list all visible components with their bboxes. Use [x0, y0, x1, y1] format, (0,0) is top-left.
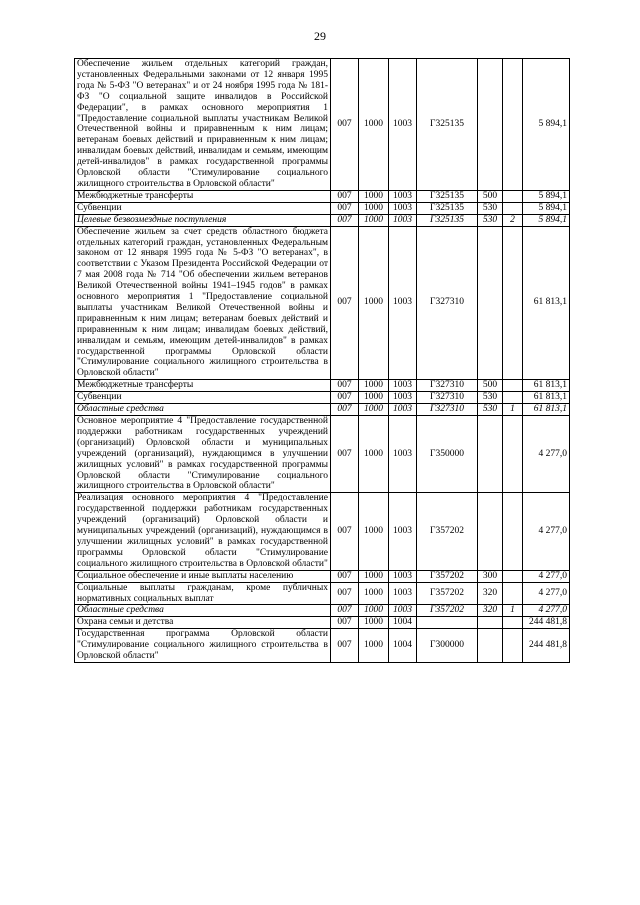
amount: 61 813,1 — [523, 226, 570, 380]
amount: 61 813,1 — [523, 404, 570, 416]
subsection-code: 1003 — [389, 380, 417, 392]
subsection-code: 1003 — [389, 190, 417, 202]
target-item-code: Г327310 — [417, 404, 478, 416]
subsection-code: 1003 — [389, 214, 417, 226]
target-item-code: Г357202 — [417, 605, 478, 617]
amount: 61 813,1 — [523, 380, 570, 392]
expense-type-code: 500 — [478, 190, 503, 202]
expense-type-code — [478, 493, 503, 570]
ved-code: 007 — [331, 392, 359, 404]
row-name: Социальное обеспечение и иные выплаты населению — [75, 570, 331, 582]
row-name: Обеспечение жильем отдельных категорий граждан, установленных Федеральными законами от 12 января 1995 года № 5-ФЗ "О ветеранах" и от 24 ноября 1995 года № 181-ФЗ "О социальной защите инвалидов в Российской Федерации", в рамках основного мероприятия 1 "Предоставление социальной выплаты участникам Великой Отечественной войны и приравненным к ним лицам; ветеранам боевых действий и приравненным к ним лицам; инвалидам боевых действий, инвалидам и семьям, имеющим детей-инвалидов" в рамках государственной программы Орловской области "Стимулирование социального жилищного строительства в Орловской области" — [75, 59, 331, 191]
ved-code: 007 — [331, 416, 359, 493]
kosgu-code — [503, 629, 523, 663]
amount: 5 894,1 — [523, 59, 570, 191]
row-name: Субвенции — [75, 392, 331, 404]
table-row — [75, 226, 570, 380]
section-code: 1000 — [359, 617, 389, 629]
expense-type-code: 320 — [478, 582, 503, 605]
kosgu-code — [503, 617, 523, 629]
table-row — [75, 214, 570, 226]
target-item-code: Г350000 — [417, 416, 478, 493]
section-code: 1000 — [359, 404, 389, 416]
ved-code: 007 — [331, 617, 359, 629]
amount: 5 894,1 — [523, 214, 570, 226]
row-name: Обеспечение жильем за счет средств областного бюджета отдельных категорий граждан, установленных Федеральным законом от 12 января 1995 года № 5-ФЗ "О ветеранах", в соответствии с Указом Президента Российской Федерации от 7 мая 2008 года № 714 "Об обеспечении жильем ветеранов Великой Отечественной войны 1941–1945 годов" в рамках основного мероприятия 1 "Предоставление социальной выплаты участникам Великой Отечественной войны и приравненным к ним лицам; ветеранам боевых действий и приравненным к ним лицам; инвалидам боевых действий, инвалидам и семьям, имеющим детей-инвалидов" в рамках государственной программы Орловской области "Стимулирование социального жилищного строительства в Орловской области" — [75, 226, 331, 380]
expense-type-code — [478, 416, 503, 493]
ved-code: 007 — [331, 493, 359, 570]
amount: 4 277,0 — [523, 570, 570, 582]
subsection-code: 1003 — [389, 416, 417, 493]
amount: 4 277,0 — [523, 605, 570, 617]
row-name: Межбюджетные трансферты — [75, 380, 331, 392]
amount: 4 277,0 — [523, 416, 570, 493]
target-item-code: Г300000 — [417, 629, 478, 663]
section-code: 1000 — [359, 214, 389, 226]
expense-type-code: 500 — [478, 380, 503, 392]
subsection-code: 1003 — [389, 582, 417, 605]
table-row — [75, 570, 570, 582]
ved-code: 007 — [331, 380, 359, 392]
section-code: 1000 — [359, 605, 389, 617]
kosgu-code — [503, 493, 523, 570]
table-row — [75, 392, 570, 404]
ved-code: 007 — [331, 605, 359, 617]
kosgu-code: 1 — [503, 605, 523, 617]
ved-code: 007 — [331, 582, 359, 605]
page-number: 29 — [314, 29, 326, 43]
subsection-code: 1003 — [389, 202, 417, 214]
kosgu-code — [503, 202, 523, 214]
table-row — [75, 404, 570, 416]
expense-type-code — [478, 629, 503, 663]
section-code: 1000 — [359, 380, 389, 392]
row-name: Межбюджетные трансферты — [75, 190, 331, 202]
target-item-code: Г357202 — [417, 570, 478, 582]
section-code: 1000 — [359, 629, 389, 663]
target-item-code: Г325135 — [417, 202, 478, 214]
target-item-code: Г327310 — [417, 226, 478, 380]
section-code: 1000 — [359, 226, 389, 380]
table-row — [75, 605, 570, 617]
section-code: 1000 — [359, 493, 389, 570]
row-name: Целевые безвозмездные поступления — [75, 214, 331, 226]
kosgu-code: 1 — [503, 404, 523, 416]
amount: 5 894,1 — [523, 190, 570, 202]
row-name: Субвенции — [75, 202, 331, 214]
section-code: 1000 — [359, 59, 389, 191]
amount: 4 277,0 — [523, 582, 570, 605]
row-name: Реализация основного мероприятия 4 "Предоставление государственной поддержки работникам государственных учреждений (организаций) Орловской области и муниципальных учреждений (организаций), нуждающимся в улучшении жилищных условий" в рамках государственной программы Орловской области "Стимулирование социального жилищного строительства в Орловской области" — [75, 493, 331, 570]
amount: 5 894,1 — [523, 202, 570, 214]
row-name: Социальные выплаты гражданам, кроме публичных нормативных социальных выплат — [75, 582, 331, 605]
table-row — [75, 493, 570, 570]
section-code: 1000 — [359, 582, 389, 605]
table-row — [75, 629, 570, 663]
expense-type-code — [478, 226, 503, 380]
ved-code: 007 — [331, 190, 359, 202]
subsection-code: 1003 — [389, 226, 417, 380]
amount: 4 277,0 — [523, 493, 570, 570]
table-row — [75, 59, 570, 191]
kosgu-code — [503, 380, 523, 392]
expense-type-code: 320 — [478, 605, 503, 617]
expense-type-code: 530 — [478, 202, 503, 214]
row-name: Охрана семьи и детства — [75, 617, 331, 629]
target-item-code: Г357202 — [417, 582, 478, 605]
row-name: Основное мероприятие 4 "Предоставление государственной поддержки работникам государственных учреждений (организаций) Орловской области и муниципальных учреждений (организаций), нуждающимся в улучшении жилищных условий" в рамках государственной программы Орловской области "Стимулирование социального жилищного строительства в Орловской области" — [75, 416, 331, 493]
section-code: 1000 — [359, 392, 389, 404]
kosgu-code — [503, 416, 523, 493]
section-code: 1000 — [359, 190, 389, 202]
table-row — [75, 202, 570, 214]
expense-type-code — [478, 617, 503, 629]
kosgu-code — [503, 59, 523, 191]
subsection-code: 1004 — [389, 617, 417, 629]
kosgu-code — [503, 570, 523, 582]
subsection-code: 1003 — [389, 404, 417, 416]
ved-code: 007 — [331, 214, 359, 226]
expense-type-code: 530 — [478, 404, 503, 416]
ved-code: 007 — [331, 404, 359, 416]
table-row — [75, 380, 570, 392]
amount: 244 481,8 — [523, 629, 570, 663]
amount: 244 481,8 — [523, 617, 570, 629]
ved-code: 007 — [331, 226, 359, 380]
section-code: 1000 — [359, 416, 389, 493]
table-row — [75, 190, 570, 202]
expense-type-code: 300 — [478, 570, 503, 582]
budget-table — [74, 58, 570, 663]
target-item-code: Г327310 — [417, 380, 478, 392]
expense-type-code: 530 — [478, 214, 503, 226]
kosgu-code — [503, 190, 523, 202]
row-name: Областные средства — [75, 404, 331, 416]
target-item-code: Г325135 — [417, 214, 478, 226]
section-code: 1000 — [359, 570, 389, 582]
subsection-code: 1004 — [389, 629, 417, 663]
target-item-code: Г325135 — [417, 59, 478, 191]
kosgu-code: 2 — [503, 214, 523, 226]
target-item-code: Г327310 — [417, 392, 478, 404]
target-item-code: Г357202 — [417, 493, 478, 570]
subsection-code: 1003 — [389, 570, 417, 582]
kosgu-code — [503, 226, 523, 380]
ved-code: 007 — [331, 570, 359, 582]
kosgu-code — [503, 392, 523, 404]
table-row — [75, 582, 570, 605]
table-row — [75, 617, 570, 629]
kosgu-code — [503, 582, 523, 605]
ved-code: 007 — [331, 59, 359, 191]
target-item-code: Г325135 — [417, 190, 478, 202]
subsection-code: 1003 — [389, 59, 417, 191]
row-name: Областные средства — [75, 605, 331, 617]
subsection-code: 1003 — [389, 392, 417, 404]
subsection-code: 1003 — [389, 605, 417, 617]
section-code: 1000 — [359, 202, 389, 214]
amount: 61 813,1 — [523, 392, 570, 404]
table-row — [75, 416, 570, 493]
subsection-code: 1003 — [389, 493, 417, 570]
row-name: Государственная программа Орловской области "Стимулирование социального жилищного строительства в Орловской области" — [75, 629, 331, 663]
target-item-code — [417, 617, 478, 629]
ved-code: 007 — [331, 202, 359, 214]
expense-type-code: 530 — [478, 392, 503, 404]
expense-type-code — [478, 59, 503, 191]
ved-code: 007 — [331, 629, 359, 663]
